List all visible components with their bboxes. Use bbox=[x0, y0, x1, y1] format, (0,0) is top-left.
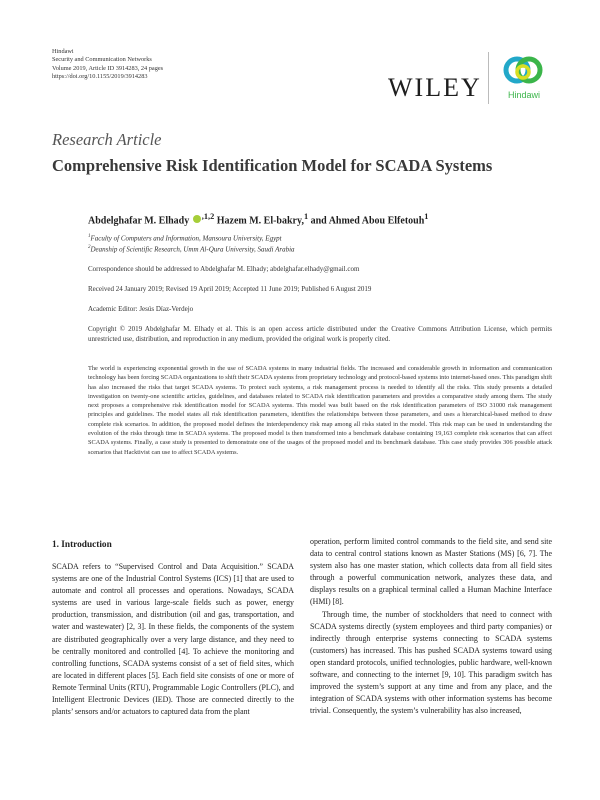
author-3-affiliation: 1 bbox=[424, 212, 429, 221]
correspondence: Correspondence should be addressed to Abdelghafar M. Elhady; abdelghafar.elhady@gmail.com bbox=[88, 265, 360, 273]
author-list bbox=[88, 212, 428, 226]
journal-name: Security and Communication Networks bbox=[52, 56, 152, 64]
paper-title: Comprehensive Risk Identification Model for SCADA Systems bbox=[52, 156, 493, 175]
copyright-notice: Copyright © 2019 Abdelghafar M. Elhady et al. This is an open access article distributed under the Creative Commons Attribution License, which permits unrestricted use, distribution, and reproduction in any medium, provided the original work is properly cited. bbox=[88, 325, 552, 343]
author-2[interactable]: Hazem M. El-bakry, bbox=[216, 215, 304, 227]
author-1[interactable]: Abdelghafar M. Elhady bbox=[88, 215, 190, 227]
publisher-branding bbox=[388, 50, 558, 105]
doi-link[interactable]: https://doi.org/10.1155/2019/3914283 bbox=[52, 73, 148, 81]
paragraph: operation, perform limited control commands to the field site, and send site data to central control stations known as Master Stations (MS) [6, 7]. The system also has one master station, which collects data from all field sites through a powerful communication network, analyzes these data, and displays results on a graphical terminal called a Human Machine Interface (HMI) [8]. bbox=[310, 537, 552, 607]
publisher-name: Hindawi bbox=[52, 48, 74, 55]
article-dates: Received 24 January 2019; Revised 19 April 2019; Accepted 11 June 2019; Published 6 August 2019 bbox=[88, 285, 372, 293]
abstract: The world is experiencing exponential growth in the use of SCADA systems in many industrial fields. The increased and considerable growth in information and communication technology has been forcing SCADA organizations to shift their SCADA systems from proprietary technology and protocol-based systems into internet-based ones. This paradigm shift has also increased the risks that target SCADA systems. To protect such systems, a risk management process is needed to identify all the risks. This study presents a detailed investigation on twenty-one scientific articles, guidelines, and databases related to SCADA risk identification parameters and provides a comparative study among them. The study next proposes a comprehensive risk identification model for SCADA systems. This model was built based on the risk identification parameters of ISO 31000 risk management principles and guidelines. The model states all risk identification parameters, identifies the relationships between those parameters, and uses a hierarchical-based method to draw complete risk scenarios. In addition, the proposed model defines the interdependency risk map among all risks stated in the model. This risk map can be used in understanding the evolution of the risks through time in SCADA systems. The proposed model is then transformed into a benchmark database containing 19,163 complete risk scenarios that can affect SCADA systems. Finally, a case study is presented to demonstrate one of the usages of the proposed model and its benchmark database. This case study provides 306 possible attack scenarios that Hacktivist can use to affect SCADA systems. bbox=[88, 365, 552, 456]
wiley-logo: WILEY bbox=[388, 73, 482, 102]
affiliation-1: $^1$Faculty of Computers and Information, Mansoura University, Egypt bbox=[88, 234, 282, 243]
volume-line: Volume 2019, Article ID 3914283, 24 pages bbox=[52, 64, 164, 72]
affiliation-2: $^2$Deanship of Scientific Research, Umm Al-Qura University, Saudi Arabia bbox=[88, 245, 295, 254]
paragraph: Through time, the number of stockholders that need to connect with SCADA systems directly (system employees and third party companies) or indirectly through enterprise systems connecting to SCADA systems (customers) has increased. This has pushed SCADA systems toward using open standard protocols, unified technologies, public hardware, well-known software, and connecting to the internet [9, 10]. This paradigm switch has improved the system’s support at any time and from any place, and the integration of SCADA systems with other information systems has become trivial. Consequently, the system’s vulnerability has also increased, bbox=[310, 609, 552, 716]
journal-metadata bbox=[52, 48, 272, 82]
article-type: Research Article bbox=[52, 130, 162, 149]
hindawi-wordmark: Hindawi bbox=[507, 90, 540, 100]
author-1-affiliation: ,1,2 bbox=[201, 212, 215, 221]
body-column-right bbox=[310, 536, 552, 717]
author-2-affiliation: 1 bbox=[303, 212, 309, 221]
academic-editor: Academic Editor: Jesús Díaz-Verdejo bbox=[88, 305, 194, 313]
section-heading-introduction: 1. Introduction bbox=[52, 540, 112, 550]
hindawi-logo-icon bbox=[500, 50, 546, 90]
orcid-icon[interactable] bbox=[193, 215, 201, 223]
author-3[interactable]: and Ahmed Abou Elfetouh bbox=[310, 215, 425, 227]
paragraph: SCADA refers to “Supervised Control and Data Acquisition.” SCADA systems are one of the Industrial Control Systems (ICS) [1] that are used to automate and control all processes and operations. Nowadays, SCADA systems are used in various large-scale fields such as power, energy production, transmission, and distribution (oil and gas, transportation, and water and wastewater) [2, 3]. In these fields, the components of the system are distributed geographically over a very large distance, and they need to be centrally monitored and controlled [4]. To achieve the monitoring and controlling functions, SCADA systems consist of a set of field sites, which are located in different places [5]. Each field site consists of one or more of Remote Terminal Units (RTU), Programmable Logic Controllers (PLC), and Intelligent Electronic Devices (IED). Those are connected directly to the plants’ sensors and/or actuators to captured data from the plant bbox=[52, 562, 294, 717]
brand-divider bbox=[488, 52, 489, 104]
body-column-left bbox=[52, 561, 294, 718]
